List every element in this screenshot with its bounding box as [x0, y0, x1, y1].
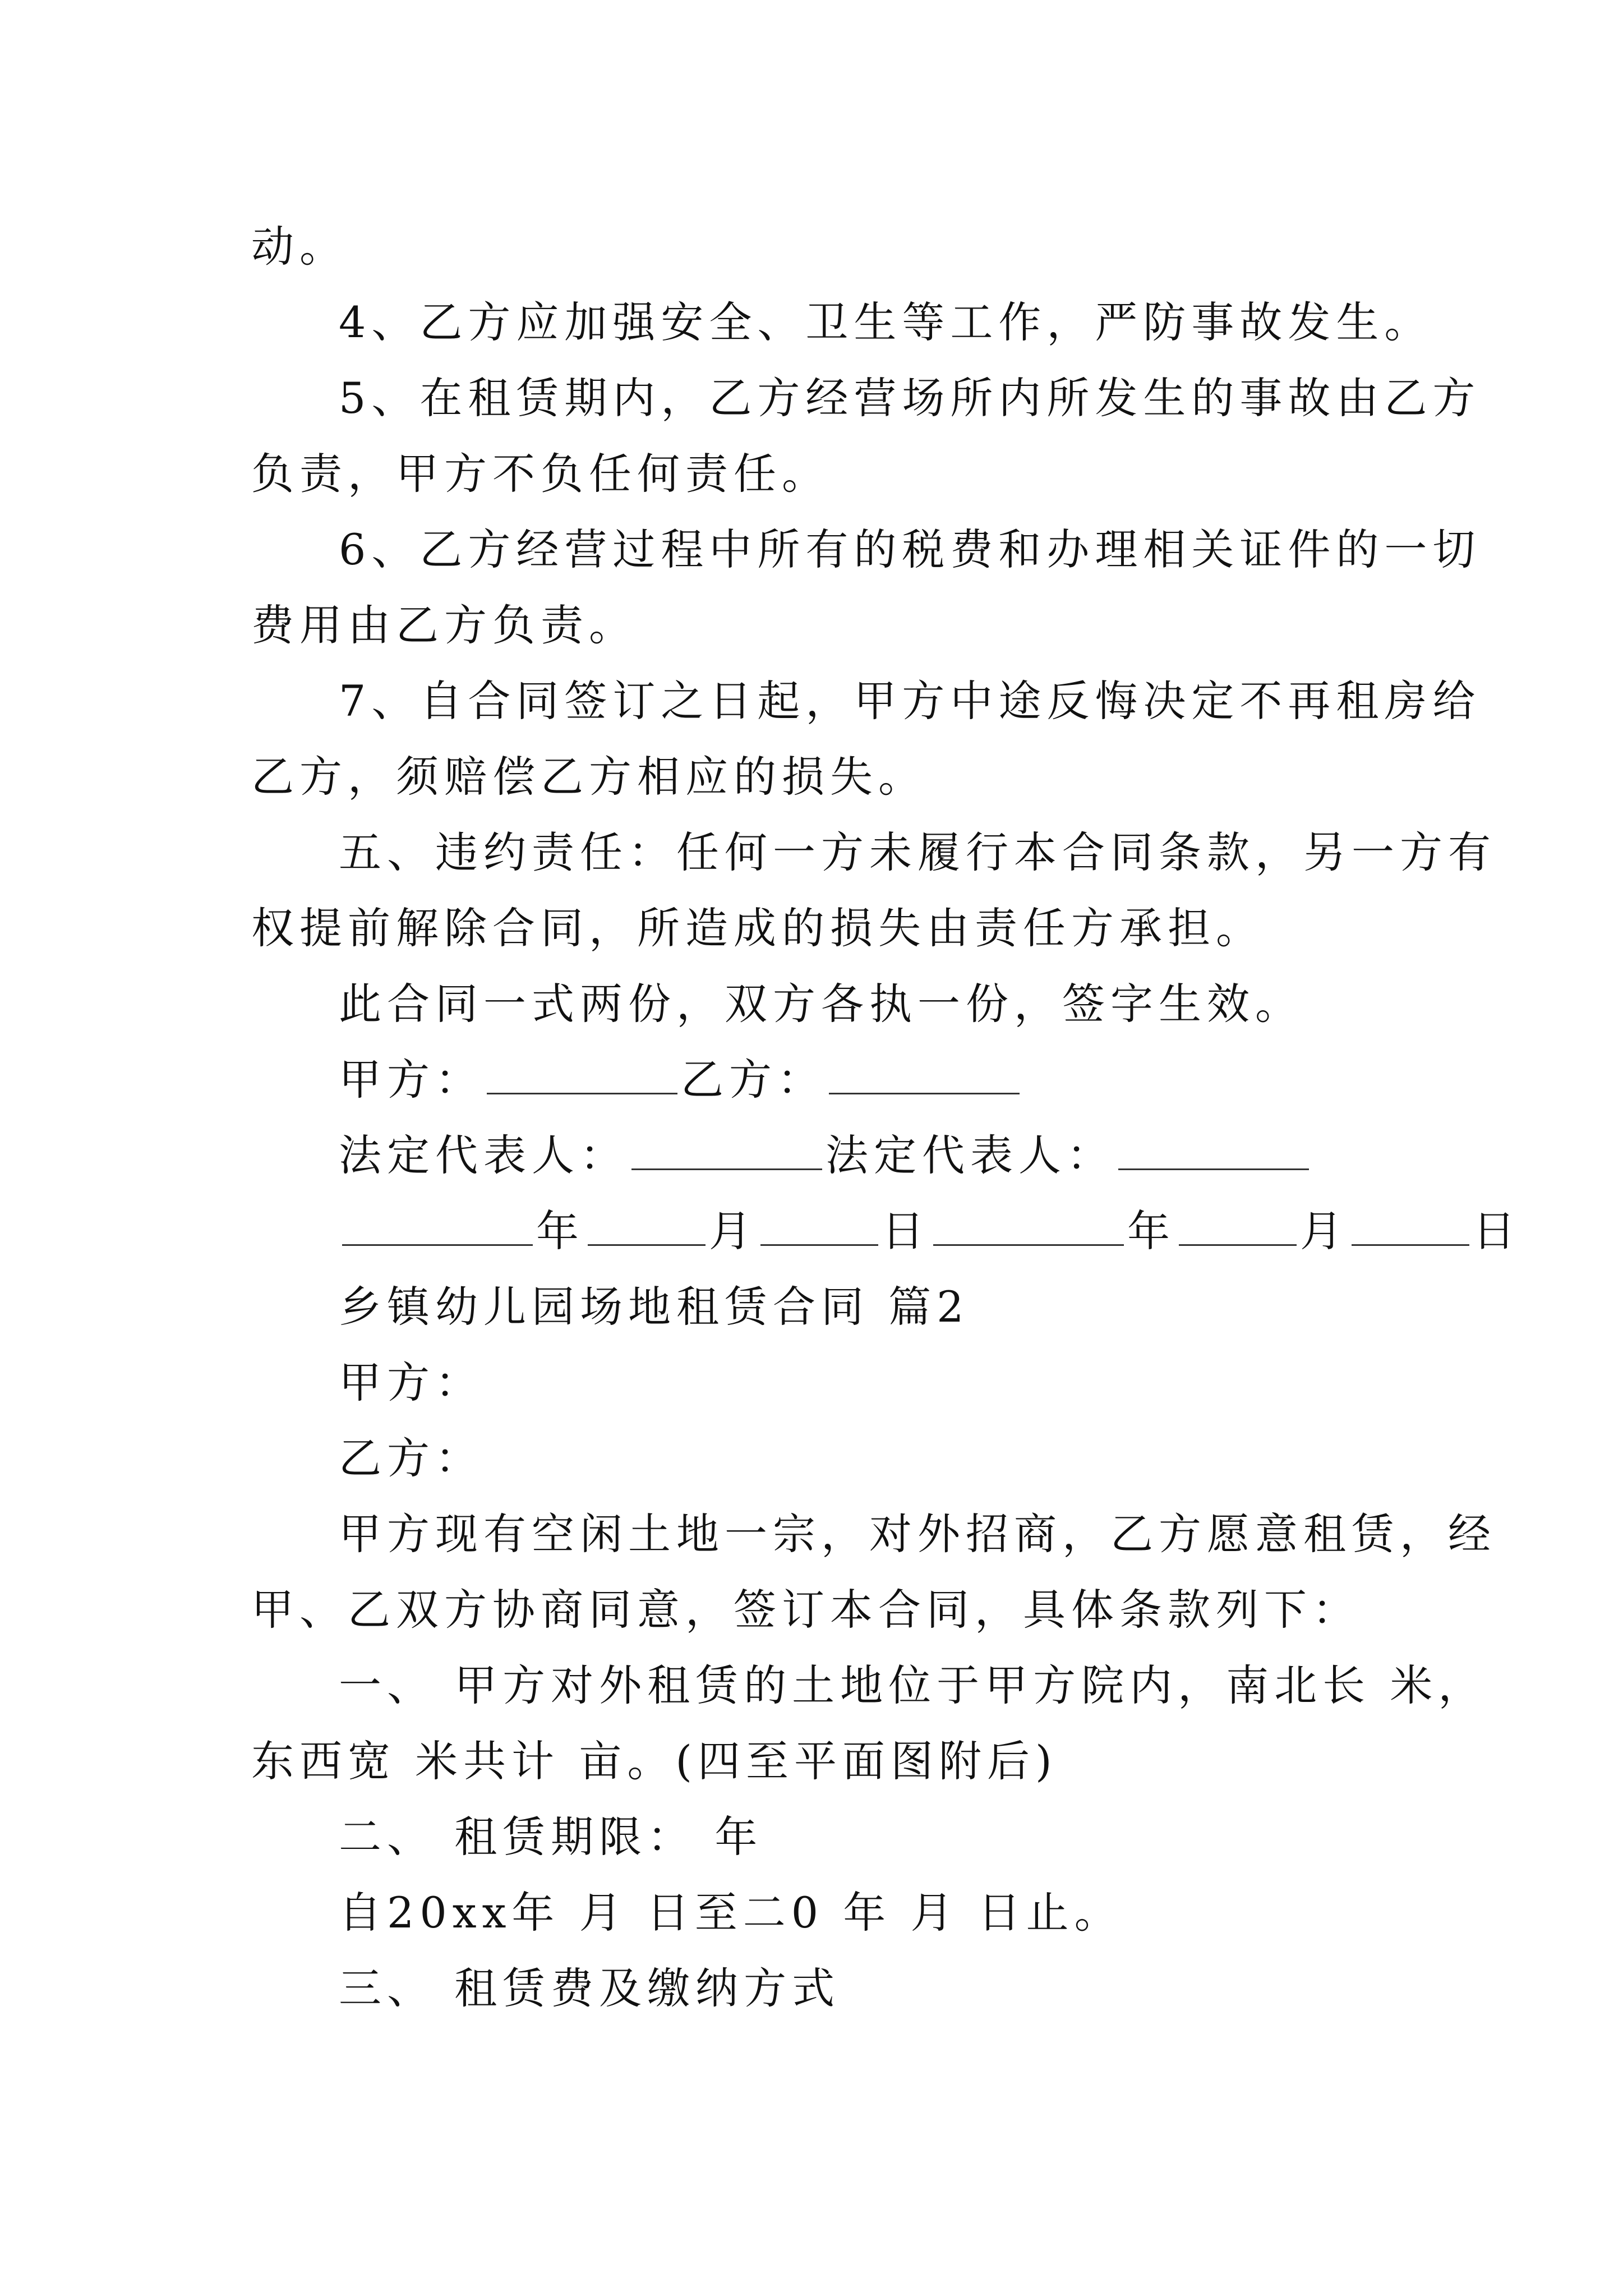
paragraph-line: 6、乙方经营过程中所有的税费和办理相关证件的一切 — [339, 524, 1481, 574]
paragraph-line: 4、乙方应加强安全、卫生等工作，严防事故发生。 — [339, 297, 1433, 347]
party-a-signature-line — [487, 1053, 677, 1094]
paragraph-line: 二、 租赁期限： 年 — [339, 1812, 763, 1862]
signature-dates-row — [339, 1203, 1521, 1259]
paragraph-line: 自20xx年 月 日至二0 年 月 日止。 — [339, 1888, 1123, 1938]
party-b-signature-line — [829, 1053, 1020, 1094]
signature-parties-row — [339, 1052, 1488, 1108]
date-b-day: 日 — [1473, 1206, 1521, 1256]
date-b-month: 月 — [1300, 1206, 1348, 1256]
paragraph-line: 此合同一式两份，双方各执一份，签字生效。 — [339, 979, 1303, 1029]
date-b-year: 年 — [1127, 1206, 1175, 1256]
rep-b-label: 法定代表人： — [826, 1130, 1115, 1180]
date-a-month-blank — [588, 1205, 706, 1246]
date-a-year-blank — [342, 1205, 533, 1246]
paragraph-line: 动。 — [251, 222, 348, 272]
rep-b-signature-line — [1118, 1129, 1309, 1170]
date-b-month-blank — [1179, 1205, 1297, 1246]
paragraph-line: 7、自合同签订之日起，甲方中途反悔决定不再租房给 — [339, 676, 1481, 726]
date-b-day-blank — [1352, 1205, 1469, 1246]
paragraph-line: 乙方，须赔偿乙方相应的损失。 — [251, 752, 926, 802]
paragraph-line: 权提前解除合同，所造成的损失由责任方承担。 — [251, 903, 1264, 953]
paragraph-line: 负责，甲方不负任何责任。 — [251, 449, 830, 499]
date-a-day: 日 — [882, 1206, 930, 1256]
date-b-year-blank — [933, 1205, 1124, 1246]
paragraph-line: 5、在租赁期内，乙方经营场所内所发生的事故由乙方 — [339, 373, 1481, 423]
rep-a-label: 法定代表人： — [339, 1130, 628, 1180]
paragraph-line: 甲、乙双方协商同意，签订本合同，具体条款列下： — [251, 1585, 1361, 1635]
paragraph-line: 东西宽 米共计 亩。(四至平面图附后) — [251, 1736, 1058, 1786]
party-b-label: 乙方： — [681, 1055, 826, 1105]
party-b-line: 乙方： — [339, 1433, 483, 1483]
paragraph-line: 一、 甲方对外租赁的土地位于甲方院内，南北长 米， — [339, 1660, 1487, 1710]
signature-representatives-row — [339, 1128, 1488, 1184]
rep-a-signature-line — [631, 1129, 822, 1170]
paragraph-line: 费用由乙方负责。 — [251, 600, 637, 650]
paragraph-line: 甲方现有空闲土地一宗，对外招商，乙方愿意租赁，经 — [339, 1509, 1496, 1559]
paragraph-line: 五、违约责任：任何一方未履行本合同条款，另一方有 — [339, 827, 1496, 877]
party-a-label: 甲方： — [339, 1055, 483, 1105]
party-a-line: 甲方： — [339, 1358, 483, 1407]
section-title: 乡镇幼儿园场地租赁合同 篇2 — [339, 1282, 970, 1332]
date-a-month: 月 — [709, 1206, 757, 1256]
paragraph-line: 三、 租赁费及缴纳方式 — [339, 1963, 841, 2013]
date-a-day-blank — [760, 1205, 878, 1246]
date-a-year: 年 — [536, 1206, 584, 1256]
